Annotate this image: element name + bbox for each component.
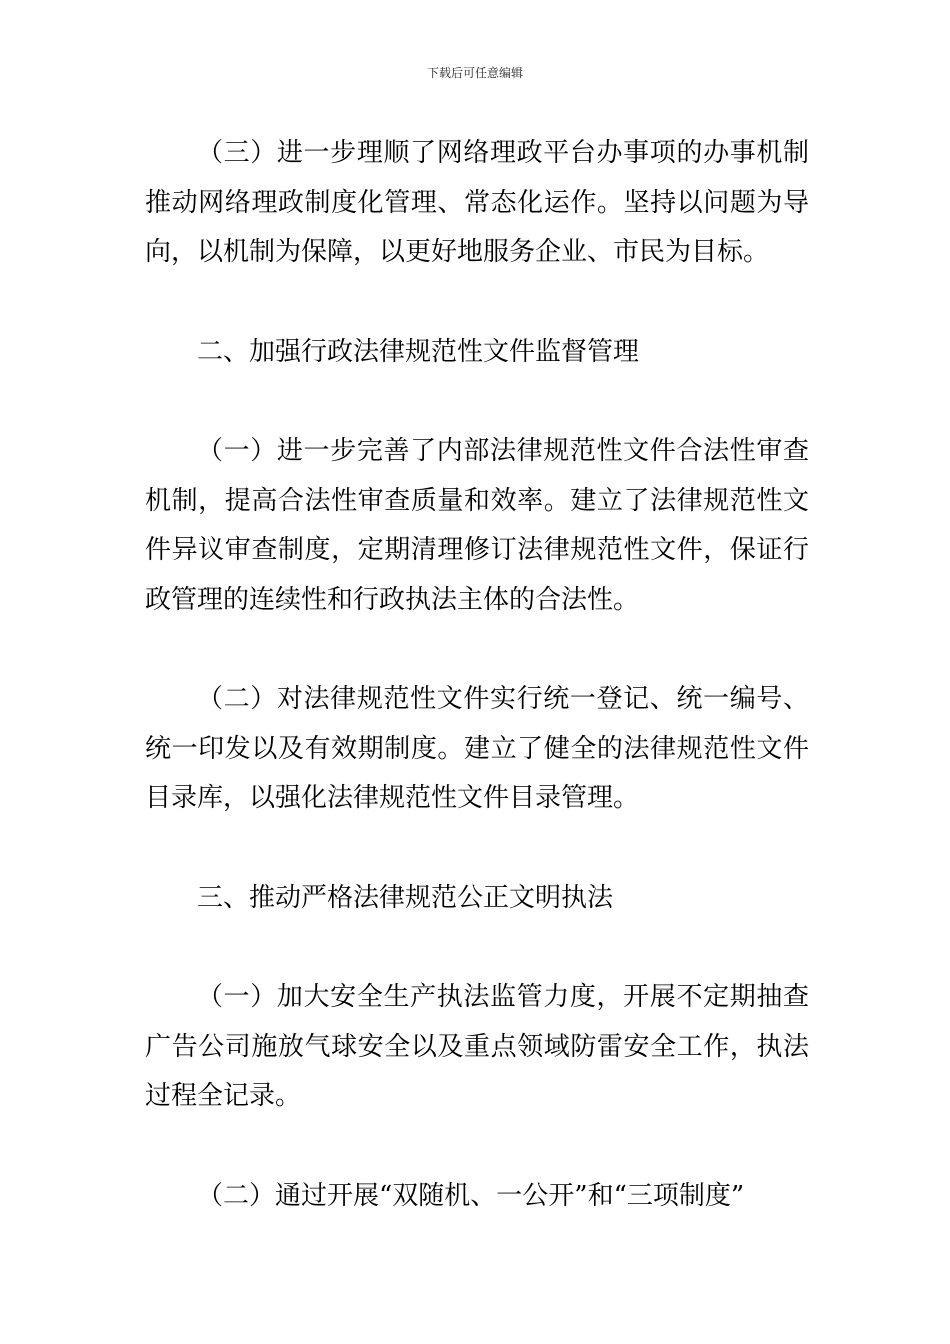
paragraph-3-2: （二）通过开展“双随机、一公开”和“三项制度” (197, 1180, 745, 1211)
paragraph-2-1: （一）进一步完善了内部法律规范性文件合法性审查机制，提高合法性审查质量和效率。建立了法律规范性文件异议审查制度，定期清理修订法律规范性文件，保证行政管理的连续性和行政执法主体的合法性。 (145, 436, 809, 615)
section-heading-3: 三、推动严格法律规范公正文明执法 (197, 882, 614, 913)
paragraph-3-1: （一）加大安全生产执法监管力度，开展不定期抽查广告公司施放气球安全以及重点领域防雷安全工作，执法过程全记录。 (145, 982, 809, 1111)
paragraph-3-3: （三）进一步理顺了网络理政平台办事项的办事机制推动网络理政制度化管理、常态化运作。坚持以问题为导向，以机制为保障，以更好地服务企业、市民为目标。 (145, 138, 809, 267)
document-body (145, 129, 809, 1221)
section-heading-2: 二、加强行政法律规范性文件监督管理 (197, 336, 640, 367)
page-header: 下载后可任意编辑 (426, 66, 523, 80)
paragraph-2-2: （二）对法律规范性文件实行统一登记、统一编号、统一印发以及有效期制度。建立了健全的法律规范性文件目录库，以强化法律规范性文件目录管理。 (145, 684, 809, 813)
